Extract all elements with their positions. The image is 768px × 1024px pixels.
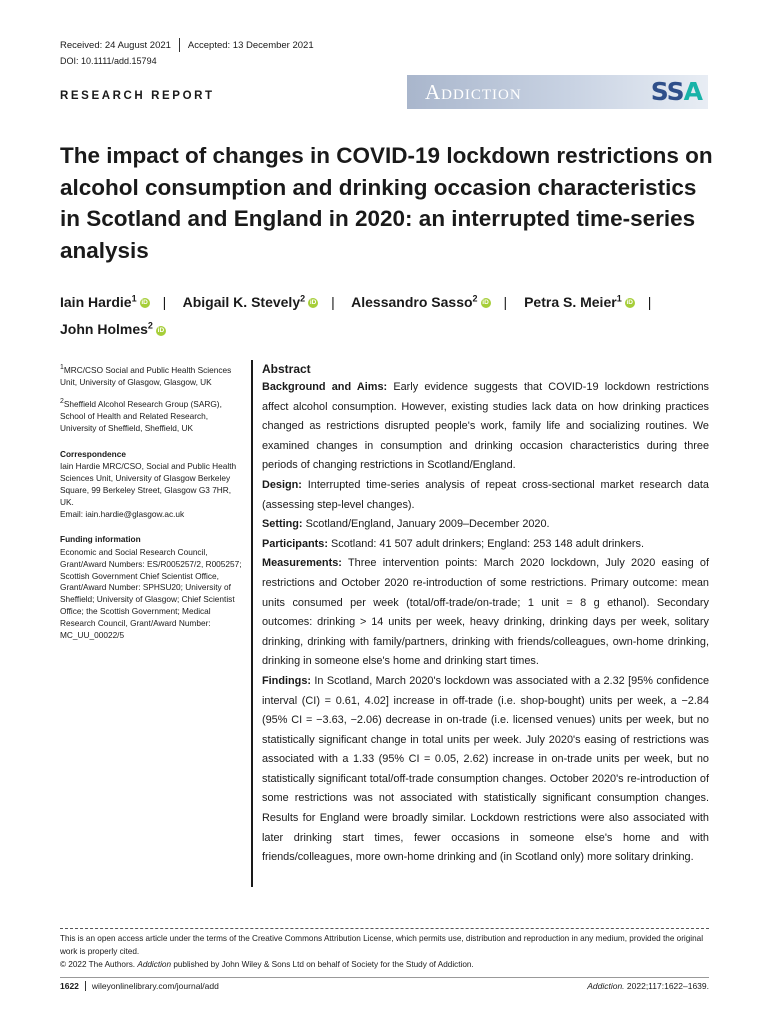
page-footer	[60, 981, 709, 991]
article-info-sidebar	[60, 362, 242, 649]
author[interactable]: Iain Hardie$^1$ iD	[60, 293, 148, 310]
abstract-section: Background and Aims: Early evidence suggests that COVID-19 lockdown restrictions affect alcohol consumption. However, existing studies lack data on how drinking practices changed as restrictions disrupted people's work, family life and socializing routines. We examined changes in consumption and drinking occasion characteristics during three periods of changing restrictions in Scotland/England.	[262, 381, 709, 472]
orcid-icon[interactable]: iD	[157, 326, 165, 334]
correspondence-email[interactable]: Email: iain.hardie@glasgow.ac.uk	[60, 508, 185, 519]
license-text: This is an open access article under the terms of the Creative Commons Attribution License, which permits use, distribution and reproduction in any medium, provided the original work is properly cited.	[60, 934, 704, 956]
citation: Addiction. 2022;117:1622–1639.	[587, 981, 709, 991]
doi[interactable]: DOI: 10.1111/add.15794	[60, 56, 157, 66]
orcid-icon[interactable]: iD	[482, 298, 489, 306]
abstract-heading: Abstract	[262, 362, 311, 376]
abstract-section: Measurements: Three intervention points: March 2020 lockdown, July 2020 easing of restrictions and October 2020 re-introduction of some restrictions. Primary outcome: mean units consumed per week (total/off-trade/on-trade; 1 unit = 8 g ethanol). Secondary outcomes: drinking > 14 units per week, heavy drinking, drinking days per week, solitary drinking, drinking with family/partners, drinking with friends/colleagues, own-home drinking, drinking in someone else's home and drinking start times.	[262, 557, 709, 668]
orcid-icon[interactable]: iD	[309, 298, 317, 306]
funding-heading: Funding information	[60, 534, 141, 545]
orcid-icon[interactable]: iD	[141, 298, 148, 306]
journal-name: Addiction	[425, 80, 522, 104]
date-divider	[179, 38, 180, 52]
funding-text: Economic and Social Research Council, Grant/Award Numbers: ES/R005257/2, R005257; Scottish Government Chief Scientist Office, Grant/Award Number: SPHSU20; University of Sheffield; University of Glasgow; Chief Scientist Office; the Scottish Government; Medical Research Council, Grant/Award Number: MC_UU_00022/5	[60, 547, 242, 640]
author[interactable]: Petra S. Meier$^1$ iD	[524, 293, 633, 310]
journal-banner	[407, 75, 708, 109]
received-date: Received: 24 August 2021	[60, 39, 171, 51]
license-note	[60, 932, 709, 971]
abstract-rule	[251, 360, 253, 887]
journal-url[interactable]: wileyonlinelibrary.com/journal/add	[91, 981, 219, 991]
abstract-section: Participants: Scotland: 41 507 adult drinkers; England: 253 148 adult drinkers.	[262, 537, 645, 550]
correspondence	[60, 449, 242, 521]
abstract-section: Findings: In Scotland, March 2020's lockdown was associated with a 2.32 [95% confidence interval (CI) = 0.61, 4.02] increase in off-trade (i.e. shop-bought) units per week, a −2.84 (95% CI = −3.63, −2.06) decrease in on-trade (i.e. licensed venues) units per week, but no statistically significant change in total units per week. July 2020's easing of restrictions was associated with a 1.33 (95% CI = 0.05, 2.62) increase in on-trade units per week, but no statistically significant total/off-trade consumption changes. October 2020's re-introduction of some restrictions was not associated with statistically significant consumption changes. Results for England were broadly similar. Lockdown restrictions were also associated with later drinking start times, fewer occasions in someone else's home and with friends/colleagues, more own-home drinking and (in Scotland only) more solitary drinking.	[262, 674, 709, 864]
author[interactable]: Alessandro Sasso$^2$ iD	[351, 293, 489, 310]
page-number: 1622	[60, 981, 86, 991]
accepted-date: Accepted: 13 December 2021	[187, 39, 314, 51]
copyright-text: © 2022 The Authors. Addiction published by John Wiley & Sons Ltd on behalf of Society for the Study of Addiction.	[60, 960, 474, 969]
affiliation: $^2$Sheffield Alcohol Research Group (SARG), School of Health and Related Research, University of Sheffield, Sheffield, UK	[60, 398, 222, 433]
article-dates	[60, 38, 314, 52]
author[interactable]: John Holmes$^2$ iD	[60, 320, 165, 338]
abstract-section: Setting: Scotland/England, January 2009–December 2020.	[262, 518, 550, 531]
ssa-logo: SSA	[650, 77, 702, 106]
correspondence-heading: Correspondence	[60, 448, 126, 459]
orcid-icon[interactable]: iD	[626, 298, 633, 306]
footer-divider	[60, 977, 709, 978]
affiliation: $^1$MRC/CSO Social and Public Health Sciences Unit, University of Glasgow, Glasgow, UK	[60, 364, 232, 387]
author-list: Iain Hardie$^1$ iD | Abigail K. Stevely$^2$ iD | Alessandro Sasso$^2$ iD | Petra S. Meier$^1$ iD | John Holmes$^2$ iD	[60, 293, 652, 338]
section-label: RESEARCH REPORT	[60, 90, 215, 102]
abstract	[262, 361, 709, 868]
author[interactable]: Abigail K. Stevely$^2$ iD	[182, 293, 317, 310]
article-title: The impact of changes in COVID-19 lockdown restrictions on alcohol consumption and drinking occasion characteristics in Scotland and England in 2020: an interrupted time-series analysis	[60, 143, 713, 263]
footnote-divider	[60, 928, 709, 929]
abstract-section: Design: Interrupted time-series analysis of repeat cross-sectional market research data (assessing step-level changes).	[262, 478, 709, 511]
correspondence-address: Iain Hardie MRC/CSO, Social and Public Health Sciences Unit, University of Glasgow Berkeley Square, 99 Berkeley Street, Glasgow G3 7HR, UK.	[60, 461, 237, 507]
funding	[60, 534, 242, 641]
